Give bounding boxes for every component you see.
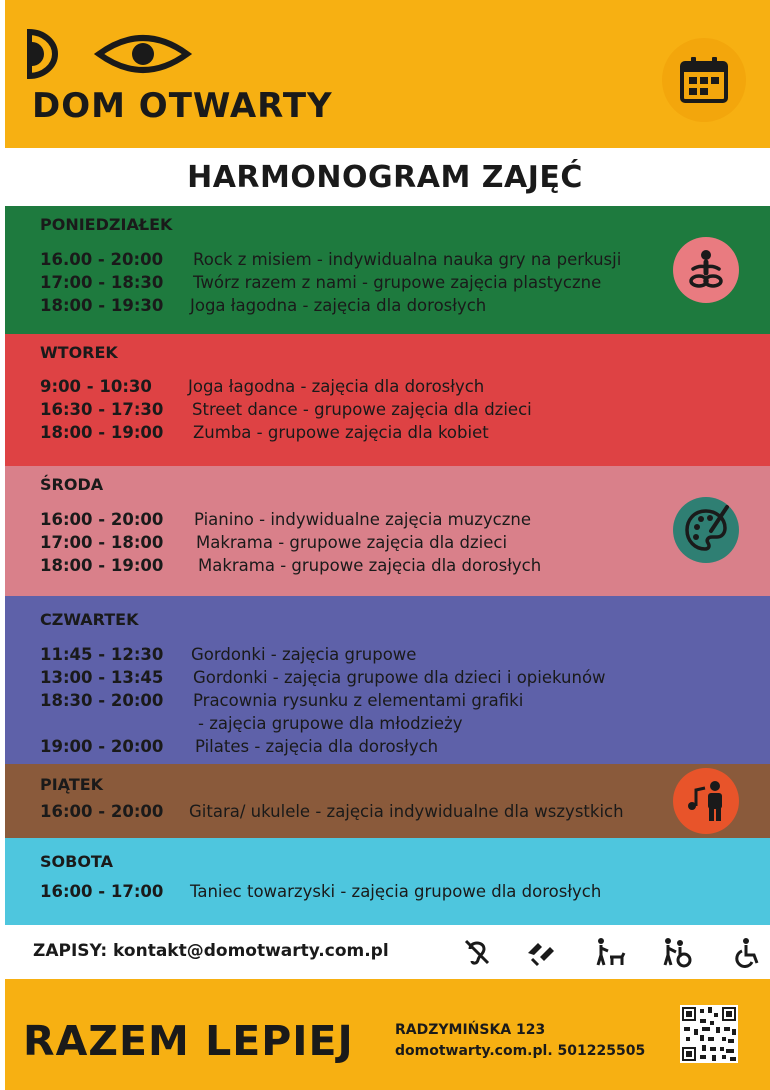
time: 13:00 - 13:45	[40, 668, 164, 687]
day-wednesday	[5, 466, 770, 596]
slogan: RAZEM LEPIEJ	[23, 1017, 354, 1065]
website-phone: domotwarty.com.pl. 501225505	[395, 1043, 646, 1059]
activity: Gordonki - zajęcia grupowe	[191, 645, 417, 664]
brand-name: DOM OTWARTY	[32, 86, 333, 126]
assistance-icon	[660, 935, 694, 969]
sign-language-icon	[524, 935, 558, 969]
activity: Pianino - indywidualne zajęcia muzyczne	[194, 510, 531, 529]
day-name: SOBOTA	[40, 852, 113, 871]
footer	[5, 979, 770, 1090]
day-name: WTOREK	[40, 343, 118, 362]
activity: Rock z misiem - indywidualna nauka gry na perkusji	[193, 250, 622, 269]
activity: Joga łagodna - zajęcia dla dorosłych	[190, 296, 487, 315]
activity: - zajęcia grupowe dla młodzieży	[198, 714, 463, 733]
activity: Pilates - zajęcia dla dorosłych	[195, 737, 439, 756]
time: 17:00 - 18:00	[40, 533, 164, 552]
day-name: PIĄTEK	[40, 775, 104, 794]
time: 18:00 - 19:00	[40, 556, 164, 575]
address: RADZYMIŃSKA 123	[395, 1022, 546, 1038]
time: 16:00 - 17:00	[40, 882, 164, 901]
activity: Makrama - grupowe zajęcia dla dzieci	[196, 533, 508, 552]
guide-dog-icon	[592, 935, 626, 969]
yoga-icon	[673, 237, 739, 303]
time: 18:00 - 19:30	[40, 296, 164, 315]
activity: Pracownia rysunku z elementami grafiki	[193, 691, 524, 710]
activity: Taniec towarzyski - zajęcia grupowe dla dorosłych	[190, 882, 602, 901]
activity: Gitara/ ukulele - zajęcia indywidualne dla wszystkich	[189, 802, 624, 821]
day-name: CZWARTEK	[40, 610, 139, 629]
music-badge	[673, 768, 739, 834]
calendar-badge	[662, 38, 746, 122]
time: 9:00 - 10:30	[40, 377, 152, 396]
yoga-badge	[673, 237, 739, 303]
contact-bar	[5, 925, 770, 979]
day-name: PONIEDZIAŁEK	[40, 215, 173, 234]
activity: Makrama - grupowe zajęcia dla dorosłych	[198, 556, 542, 575]
activity: Twórz razem z nami - grupowe zajęcia plastyczne	[193, 273, 602, 292]
time: 16.00 - 20:00	[40, 250, 164, 269]
activity: Zumba - grupowe zajęcia dla kobiet	[193, 423, 489, 442]
qr-code-icon[interactable]	[680, 1005, 738, 1063]
day-friday	[5, 764, 770, 838]
time: 16:00 - 20:00	[40, 802, 164, 821]
activity: Gordonki - zajęcia grupowe dla dzieci i opiekunów	[193, 668, 606, 687]
activity: Joga łagodna - zajęcia dla dorosłych	[188, 377, 485, 396]
page-title: HARMONOGRAM ZAJĘĆ	[0, 148, 770, 206]
day-monday	[5, 206, 770, 334]
music-teacher-icon	[673, 768, 739, 834]
time: 18:30 - 20:00	[40, 691, 164, 710]
time: 19:00 - 20:00	[40, 737, 164, 756]
time: 18:00 - 19:00	[40, 423, 164, 442]
day-tuesday	[5, 334, 770, 466]
activity: Street dance - grupowe zajęcia dla dzieci	[192, 400, 532, 419]
palette-icon	[673, 497, 739, 563]
hearing-loop-icon	[460, 935, 494, 969]
time: 16:30 - 17:30	[40, 400, 164, 419]
eyes-logo-icon	[27, 28, 197, 80]
time: 16:00 - 20:00	[40, 510, 164, 529]
day-saturday	[5, 838, 770, 925]
day-thursday	[5, 596, 770, 764]
header	[5, 0, 770, 148]
time: 17:00 - 18:30	[40, 273, 164, 292]
signup-contact: ZAPISY: kontakt@domotwarty.com.pl	[33, 941, 389, 961]
palette-badge	[673, 497, 739, 563]
calendar-icon	[678, 54, 730, 106]
day-name: ŚRODA	[40, 475, 104, 494]
wheelchair-icon	[730, 935, 764, 969]
time: 11:45 - 12:30	[40, 645, 164, 664]
